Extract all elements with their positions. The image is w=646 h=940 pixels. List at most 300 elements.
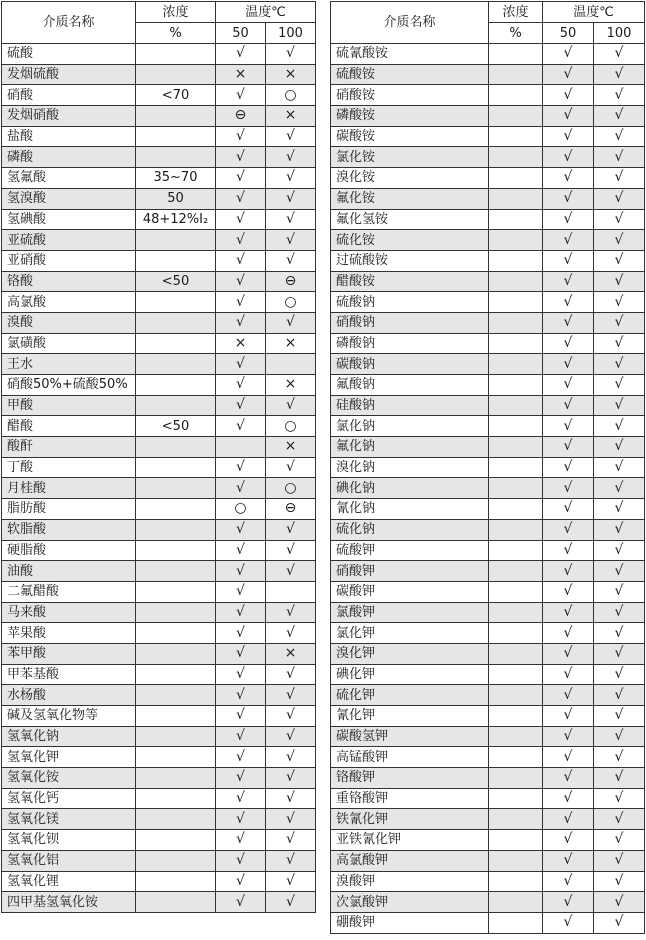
table-row [2, 126, 316, 147]
table-row [331, 664, 645, 685]
cell-temp-100: √ [266, 126, 316, 147]
cell-temp-50: ⊖ [216, 106, 266, 127]
cell-temp-100: √ [266, 850, 316, 871]
table-row [331, 850, 645, 871]
cell-medium-name: 氯化铵 [331, 147, 489, 168]
cell-medium-name: 磷酸钠 [331, 333, 489, 354]
cell-temp-50: √ [216, 375, 266, 396]
header-concentration-unit: % [136, 23, 216, 44]
table-row [2, 147, 316, 168]
cell-temp-50: √ [216, 602, 266, 623]
cell-concentration [489, 230, 543, 251]
cell-concentration: 35~70 [136, 168, 216, 189]
cell-medium-name: 硝酸 [2, 85, 136, 106]
cell-concentration [489, 788, 543, 809]
table-row [331, 747, 645, 768]
cell-temp-100: ○ [266, 85, 316, 106]
table-row [331, 168, 645, 189]
cell-temp-50: √ [216, 747, 266, 768]
table-row [2, 788, 316, 809]
cell-concentration [136, 726, 216, 747]
cell-concentration [136, 499, 216, 520]
cell-concentration [136, 106, 216, 127]
table-row [2, 271, 316, 292]
cell-temp-100: ○ [266, 292, 316, 313]
table-row [2, 106, 316, 127]
cell-concentration [489, 147, 543, 168]
cell-temp-100: √ [266, 519, 316, 540]
table-row [2, 561, 316, 582]
cell-temp-50: √ [216, 726, 266, 747]
cell-medium-name: 过硫酸铵 [331, 250, 489, 271]
cell-medium-name: 氯化钠 [331, 416, 489, 437]
table-row [331, 106, 645, 127]
cell-medium-name: 王水 [2, 354, 136, 375]
cell-concentration [136, 147, 216, 168]
cell-temp-100: √ [594, 602, 645, 623]
cell-temp-50: √ [543, 602, 594, 623]
header-temperature: 温度℃ [543, 2, 645, 23]
cell-medium-name: 氯化钾 [331, 623, 489, 644]
cell-temp-100: √ [594, 395, 645, 416]
cell-temp-50: √ [216, 809, 266, 830]
cell-medium-name: 发烟硝酸 [2, 106, 136, 127]
table-row [331, 561, 645, 582]
cell-temp-50: √ [216, 478, 266, 499]
cell-medium-name: 氢氧化钙 [2, 788, 136, 809]
cell-medium-name: 苯甲酸 [2, 643, 136, 664]
table-row [2, 457, 316, 478]
cell-temp-100: √ [266, 457, 316, 478]
cell-medium-name: 氢氧化钠 [2, 726, 136, 747]
cell-medium-name: 溴酸 [2, 312, 136, 333]
cell-temp-100: × [266, 437, 316, 458]
cell-temp-50: √ [216, 416, 266, 437]
cell-temp-50: √ [543, 168, 594, 189]
cell-concentration [489, 540, 543, 561]
cell-medium-name: 水杨酸 [2, 685, 136, 706]
table-row [2, 478, 316, 499]
table-row [2, 292, 316, 313]
cell-concentration [489, 85, 543, 106]
cell-concentration [136, 540, 216, 561]
cell-concentration [136, 768, 216, 789]
cell-medium-name: 氢氧化钾 [2, 747, 136, 768]
cell-medium-name: 丁酸 [2, 457, 136, 478]
cell-medium-name: 醋酸铵 [331, 271, 489, 292]
table-row [2, 871, 316, 892]
cell-concentration [489, 706, 543, 727]
table-row [331, 892, 645, 913]
cell-medium-name: 碳酸钠 [331, 354, 489, 375]
table-row [2, 726, 316, 747]
table-row [331, 188, 645, 209]
cell-temp-50: √ [216, 892, 266, 913]
cell-temp-50: √ [543, 892, 594, 913]
cell-temp-50: √ [216, 188, 266, 209]
cell-temp-50: √ [216, 457, 266, 478]
cell-temp-50: √ [543, 64, 594, 85]
cell-medium-name: 铁氰化钾 [331, 809, 489, 830]
cell-temp-100: √ [594, 312, 645, 333]
cell-medium-name: 酸酐 [2, 437, 136, 458]
cell-temp-100: √ [594, 706, 645, 727]
cell-medium-name: 溴酸钾 [331, 871, 489, 892]
cell-temp-50: √ [543, 499, 594, 520]
header-temp-50: 50 [543, 23, 594, 44]
cell-temp-100 [266, 354, 316, 375]
cell-temp-100: √ [266, 540, 316, 561]
table-row [331, 643, 645, 664]
cell-medium-name: 氢氧化钡 [2, 830, 136, 851]
cell-concentration [489, 188, 543, 209]
cell-temp-100: × [266, 643, 316, 664]
table-row [331, 830, 645, 851]
cell-temp-50: √ [216, 354, 266, 375]
cell-temp-50: √ [543, 809, 594, 830]
table-body-left [2, 44, 316, 913]
cell-temp-100: √ [594, 685, 645, 706]
cell-concentration [489, 395, 543, 416]
cell-concentration: 48+12%I₂ [136, 209, 216, 230]
cell-medium-name: 硫氰酸铵 [331, 44, 489, 65]
cell-temp-100: √ [266, 809, 316, 830]
cell-concentration [136, 706, 216, 727]
table-row [331, 395, 645, 416]
cell-concentration [489, 892, 543, 913]
cell-temp-50: √ [543, 581, 594, 602]
cell-medium-name: 月桂酸 [2, 478, 136, 499]
cell-temp-50: √ [216, 561, 266, 582]
cell-temp-50: √ [216, 209, 266, 230]
cell-concentration [136, 809, 216, 830]
table-row [2, 499, 316, 520]
cell-temp-100: √ [594, 106, 645, 127]
cell-concentration [489, 106, 543, 127]
cell-temp-50: √ [543, 623, 594, 644]
table-row [2, 809, 316, 830]
cell-concentration [136, 250, 216, 271]
cell-temp-100: √ [594, 168, 645, 189]
cell-temp-50: × [216, 64, 266, 85]
table-row [2, 44, 316, 65]
cell-concentration [136, 871, 216, 892]
cell-temp-50: √ [216, 540, 266, 561]
cell-temp-100: √ [594, 250, 645, 271]
cell-temp-100: ○ [266, 416, 316, 437]
cell-medium-name: 氯酸钾 [331, 602, 489, 623]
cell-medium-name: 高氯酸 [2, 292, 136, 313]
cell-temp-50: √ [543, 106, 594, 127]
table-row [2, 850, 316, 871]
cell-temp-100: √ [594, 478, 645, 499]
cell-medium-name: 硫酸钾 [331, 540, 489, 561]
table-row [2, 540, 316, 561]
cell-temp-50: × [216, 333, 266, 354]
cell-medium-name: 亚硝酸 [2, 250, 136, 271]
cell-temp-100: √ [266, 44, 316, 65]
table-row [331, 416, 645, 437]
table-row [331, 230, 645, 251]
cell-concentration [136, 478, 216, 499]
header-medium-name: 介质名称 [331, 2, 489, 44]
compatibility-table-right [330, 1, 645, 934]
table-row [2, 230, 316, 251]
cell-temp-100: √ [266, 602, 316, 623]
cell-temp-50: √ [543, 561, 594, 582]
table-row [2, 519, 316, 540]
cell-medium-name: 硫化钾 [331, 685, 489, 706]
table-row [331, 85, 645, 106]
cell-temp-50: √ [216, 788, 266, 809]
cell-medium-name: 碱及氢氧化物等 [2, 706, 136, 727]
cell-concentration [136, 561, 216, 582]
cell-medium-name: 铬酸 [2, 271, 136, 292]
cell-medium-name: 氰化钠 [331, 499, 489, 520]
cell-medium-name: 甲苯基酸 [2, 664, 136, 685]
cell-medium-name: 硝酸钾 [331, 561, 489, 582]
cell-medium-name: 磷酸 [2, 147, 136, 168]
header-medium-name: 介质名称 [2, 2, 136, 44]
cell-concentration [489, 850, 543, 871]
cell-medium-name: 马来酸 [2, 602, 136, 623]
cell-temp-100: √ [594, 788, 645, 809]
cell-medium-name: 溴化钠 [331, 457, 489, 478]
table-row [331, 44, 645, 65]
table-row [331, 623, 645, 644]
cell-temp-100 [266, 581, 316, 602]
cell-temp-100: √ [266, 706, 316, 727]
cell-medium-name: 发烟硫酸 [2, 64, 136, 85]
cell-temp-100: √ [594, 209, 645, 230]
cell-concentration [489, 499, 543, 520]
cell-concentration [489, 354, 543, 375]
cell-concentration [136, 643, 216, 664]
cell-temp-50: √ [216, 768, 266, 789]
cell-concentration [136, 44, 216, 65]
table-row [2, 437, 316, 458]
cell-medium-name: 碘化钠 [331, 478, 489, 499]
cell-temp-100: √ [266, 230, 316, 251]
cell-medium-name: 高氯酸钾 [331, 850, 489, 871]
cell-concentration [489, 168, 543, 189]
cell-temp-100: √ [594, 912, 645, 933]
cell-concentration [489, 809, 543, 830]
cell-medium-name: 氢氧化铵 [2, 768, 136, 789]
table-row [331, 788, 645, 809]
table-row [331, 333, 645, 354]
cell-temp-100: √ [594, 768, 645, 789]
cell-temp-100: √ [594, 830, 645, 851]
cell-medium-name: 醋酸 [2, 416, 136, 437]
table-row [331, 768, 645, 789]
table-row [331, 602, 645, 623]
cell-temp-50: √ [216, 581, 266, 602]
cell-temp-100: √ [594, 64, 645, 85]
header-concentration: 浓度 [489, 2, 543, 23]
table-row [2, 64, 316, 85]
cell-medium-name: 硅酸钠 [331, 395, 489, 416]
cell-temp-50 [216, 437, 266, 458]
cell-medium-name: 氢氧化锂 [2, 871, 136, 892]
cell-temp-100: √ [594, 726, 645, 747]
cell-temp-100: √ [266, 871, 316, 892]
cell-medium-name: 溴化铵 [331, 168, 489, 189]
cell-concentration [136, 685, 216, 706]
cell-temp-50: √ [216, 44, 266, 65]
cell-concentration [136, 581, 216, 602]
table-row [331, 312, 645, 333]
table-row [2, 892, 316, 913]
table-row [331, 147, 645, 168]
cell-temp-100: √ [266, 168, 316, 189]
cell-medium-name: 氢氧化镁 [2, 809, 136, 830]
cell-concentration [136, 519, 216, 540]
cell-temp-50: √ [543, 726, 594, 747]
cell-temp-50: √ [216, 292, 266, 313]
cell-temp-100: √ [266, 664, 316, 685]
cell-temp-50: √ [543, 250, 594, 271]
cell-concentration [489, 519, 543, 540]
table-row [2, 706, 316, 727]
table-row [2, 209, 316, 230]
cell-temp-100: √ [594, 44, 645, 65]
cell-concentration [136, 602, 216, 623]
cell-concentration [489, 416, 543, 437]
cell-temp-50: √ [543, 312, 594, 333]
cell-concentration [136, 830, 216, 851]
cell-temp-100: × [266, 106, 316, 127]
cell-medium-name: 铬酸钾 [331, 768, 489, 789]
cell-temp-50: √ [543, 126, 594, 147]
cell-temp-100: √ [594, 892, 645, 913]
cell-medium-name: 氟化钠 [331, 437, 489, 458]
cell-temp-50: √ [543, 333, 594, 354]
cell-temp-100: √ [594, 457, 645, 478]
table-row [2, 375, 316, 396]
cell-concentration [489, 685, 543, 706]
cell-concentration [489, 726, 543, 747]
header-temp-50: 50 [216, 23, 266, 44]
cell-temp-50: √ [543, 871, 594, 892]
cell-concentration [136, 64, 216, 85]
cell-temp-100: √ [594, 354, 645, 375]
cell-temp-50: √ [543, 788, 594, 809]
cell-temp-100: √ [594, 850, 645, 871]
table-body-right [331, 44, 645, 934]
cell-medium-name: 脂肪酸 [2, 499, 136, 520]
cell-concentration: 50 [136, 188, 216, 209]
cell-concentration [489, 271, 543, 292]
cell-concentration [136, 333, 216, 354]
cell-concentration: <50 [136, 416, 216, 437]
table-row [2, 623, 316, 644]
cell-temp-100: √ [266, 788, 316, 809]
cell-concentration [136, 892, 216, 913]
cell-temp-100: √ [594, 292, 645, 313]
table-row [331, 209, 645, 230]
cell-medium-name: 油酸 [2, 561, 136, 582]
cell-concentration: <50 [136, 271, 216, 292]
cell-concentration [489, 768, 543, 789]
cell-temp-100: × [266, 64, 316, 85]
cell-temp-100: √ [594, 188, 645, 209]
cell-concentration [136, 623, 216, 644]
cell-temp-50: √ [543, 85, 594, 106]
cell-temp-50: √ [543, 354, 594, 375]
cell-temp-50: √ [543, 768, 594, 789]
cell-concentration [489, 457, 543, 478]
cell-temp-100: √ [594, 126, 645, 147]
table-row [2, 768, 316, 789]
cell-temp-50: √ [543, 664, 594, 685]
table-row [331, 685, 645, 706]
cell-temp-100: √ [594, 437, 645, 458]
cell-temp-100: √ [266, 685, 316, 706]
cell-temp-50: √ [543, 830, 594, 851]
cell-temp-100: √ [266, 209, 316, 230]
cell-temp-100: √ [594, 271, 645, 292]
cell-temp-50: √ [543, 395, 594, 416]
cell-temp-50: √ [543, 375, 594, 396]
cell-concentration [489, 250, 543, 271]
cell-temp-50: √ [543, 478, 594, 499]
cell-temp-50: √ [216, 230, 266, 251]
cell-temp-100: √ [594, 230, 645, 251]
cell-concentration [489, 209, 543, 230]
cell-temp-50: √ [216, 395, 266, 416]
table-row [2, 250, 316, 271]
cell-temp-50: √ [543, 457, 594, 478]
cell-temp-50: √ [216, 685, 266, 706]
cell-temp-50: √ [543, 850, 594, 871]
cell-medium-name: 硫酸钠 [331, 292, 489, 313]
cell-medium-name: 亚铁氰化钾 [331, 830, 489, 851]
header-temp-100: 100 [594, 23, 645, 44]
cell-concentration [489, 747, 543, 768]
cell-temp-50: √ [216, 643, 266, 664]
cell-temp-50: √ [543, 209, 594, 230]
cell-medium-name: 高锰酸钾 [331, 747, 489, 768]
cell-temp-50: √ [216, 147, 266, 168]
cell-temp-50: √ [216, 830, 266, 851]
cell-temp-100: √ [594, 809, 645, 830]
cell-temp-100: √ [594, 147, 645, 168]
table-row [2, 664, 316, 685]
table-row [2, 333, 316, 354]
cell-concentration: <70 [136, 85, 216, 106]
compatibility-table-left [1, 1, 316, 913]
cell-concentration [489, 333, 543, 354]
cell-temp-100: √ [594, 540, 645, 561]
cell-medium-name: 碘化钾 [331, 664, 489, 685]
cell-temp-50: √ [216, 126, 266, 147]
table-row [2, 168, 316, 189]
cell-medium-name: 碳酸铵 [331, 126, 489, 147]
table-row [331, 250, 645, 271]
cell-medium-name: 氢溴酸 [2, 188, 136, 209]
cell-temp-100: ○ [266, 478, 316, 499]
cell-medium-name: 硫化钠 [331, 519, 489, 540]
table-row [2, 188, 316, 209]
table-row [331, 912, 645, 933]
cell-temp-50: √ [216, 623, 266, 644]
table-row [2, 830, 316, 851]
cell-medium-name: 硬脂酸 [2, 540, 136, 561]
cell-temp-100: √ [594, 643, 645, 664]
cell-medium-name: 氯磺酸 [2, 333, 136, 354]
cell-temp-50: √ [216, 85, 266, 106]
